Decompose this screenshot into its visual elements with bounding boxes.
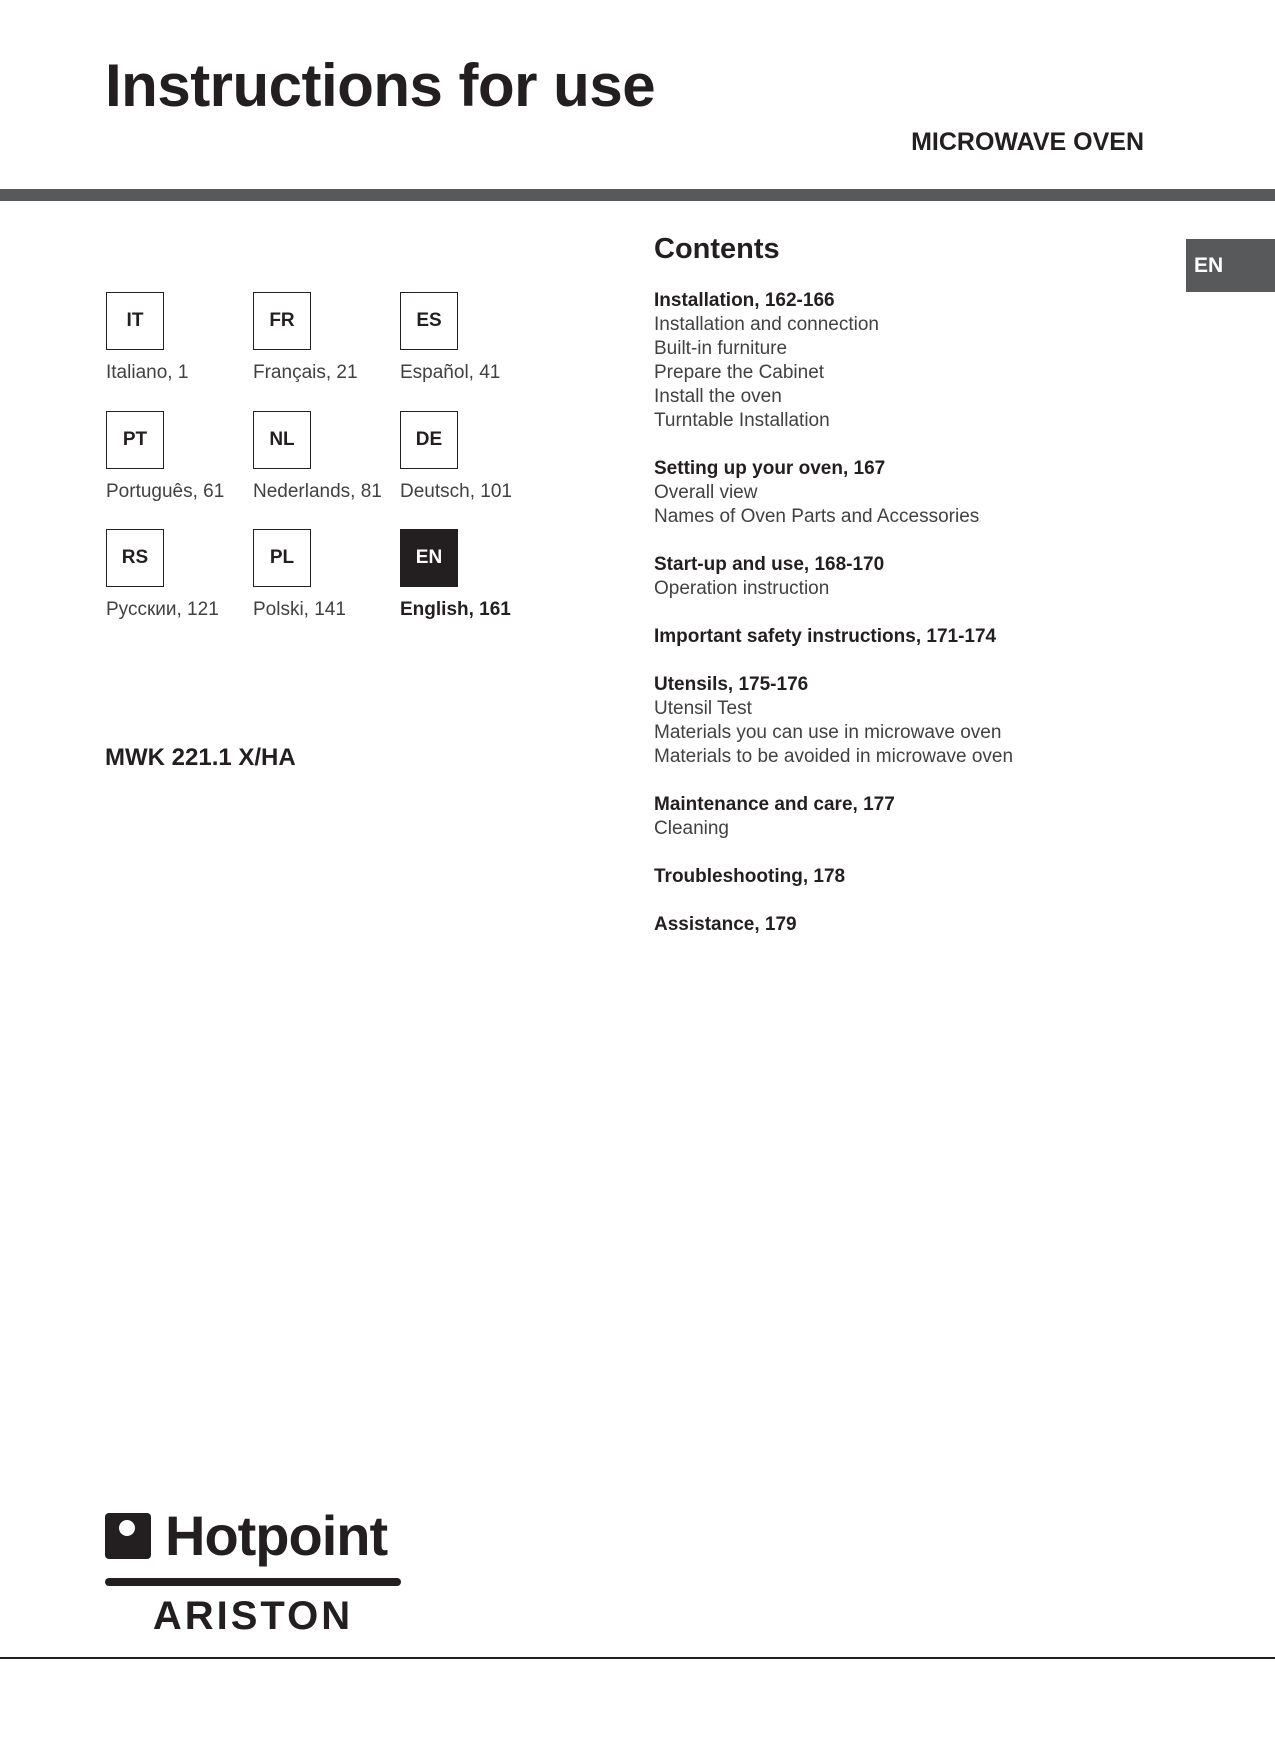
toc-item: Turntable Installation: [654, 410, 830, 431]
language-de: [400, 411, 550, 503]
model-number: MWK 221.1 X/HA: [105, 744, 296, 771]
language-label: English, 161: [400, 599, 511, 620]
brand-mark-icon: [105, 1513, 151, 1559]
language-code-box[interactable]: IT: [106, 292, 164, 350]
language-code-box[interactable]: PT: [106, 411, 164, 469]
toc-item: Materials to be avoided in microwave oven: [654, 746, 1014, 767]
toc-heading[interactable]: Setting up your oven, 167: [654, 458, 886, 479]
contents-title: Contents: [654, 233, 780, 265]
language-nl: [253, 411, 403, 503]
language-pl: [253, 529, 403, 621]
language-code-box[interactable]: PL: [253, 529, 311, 587]
toc-heading[interactable]: Assistance, 179: [654, 914, 797, 935]
language-code-box[interactable]: ES: [400, 292, 458, 350]
toc-heading[interactable]: Start-up and use, 168-170: [654, 554, 885, 575]
language-side-tab[interactable]: EN: [1186, 239, 1275, 292]
language-en: [400, 529, 550, 621]
language-code-box[interactable]: RS: [106, 529, 164, 587]
language-es: [400, 292, 550, 384]
toc-heading[interactable]: Installation, 162-166: [654, 290, 835, 311]
language-it: [106, 292, 256, 384]
toc-heading[interactable]: Utensils, 175-176: [654, 674, 809, 695]
toc-item: Cleaning: [654, 818, 729, 839]
toc-section: [654, 673, 1174, 769]
language-label: Italiano, 1: [106, 362, 189, 383]
language-rs: [106, 529, 256, 621]
toc-section: [654, 913, 1174, 937]
toc-section: [654, 457, 1174, 529]
page-title: Instructions for use: [105, 52, 656, 119]
toc-item: Installation and connection: [654, 314, 879, 335]
toc-section: [654, 793, 1174, 841]
language-code-box[interactable]: DE: [400, 411, 458, 469]
toc-item: Utensil Test: [654, 698, 752, 719]
brand-sub: ARISTON: [152, 1594, 354, 1638]
language-label: Nederlands, 81: [253, 481, 382, 502]
brand-bar: [105, 1578, 401, 1586]
toc-heading[interactable]: Troubleshooting, 178: [654, 866, 846, 887]
header-divider: [0, 189, 1275, 201]
brand-name: Hotpoint: [165, 1504, 388, 1567]
language-label: Español, 41: [400, 362, 501, 383]
language-code-box[interactable]: EN: [400, 529, 458, 587]
table-of-contents: [654, 289, 1174, 961]
toc-section: [654, 865, 1174, 889]
language-label: Français, 21: [253, 362, 358, 383]
toc-item: Materials you can use in microwave oven: [654, 722, 1002, 743]
toc-item: Built-in furniture: [654, 338, 788, 359]
toc-item: Operation instruction: [654, 578, 830, 599]
toc-item: Names of Oven Parts and Accessories: [654, 506, 980, 527]
toc-item: Overall view: [654, 482, 758, 503]
toc-section: [654, 289, 1174, 433]
toc-item: Prepare the Cabinet: [654, 362, 825, 383]
brand-logo: [105, 1504, 405, 1639]
toc-section: [654, 625, 1174, 649]
toc-heading[interactable]: Important safety instructions, 171-174: [654, 626, 997, 647]
language-code-box[interactable]: NL: [253, 411, 311, 469]
language-label: Polski, 141: [253, 599, 346, 620]
language-code-box[interactable]: FR: [253, 292, 311, 350]
language-fr: [253, 292, 403, 384]
toc-heading[interactable]: Maintenance and care, 177: [654, 794, 895, 815]
footer-divider: [0, 1657, 1275, 1659]
toc-section: [654, 553, 1174, 601]
language-label: Português, 61: [106, 481, 225, 502]
product-type: MICROWAVE OVEN: [911, 128, 1144, 156]
language-label: Русскии, 121: [106, 599, 219, 620]
language-pt: [106, 411, 256, 503]
toc-item: Install the oven: [654, 386, 782, 407]
language-label: Deutsch, 101: [400, 481, 512, 502]
